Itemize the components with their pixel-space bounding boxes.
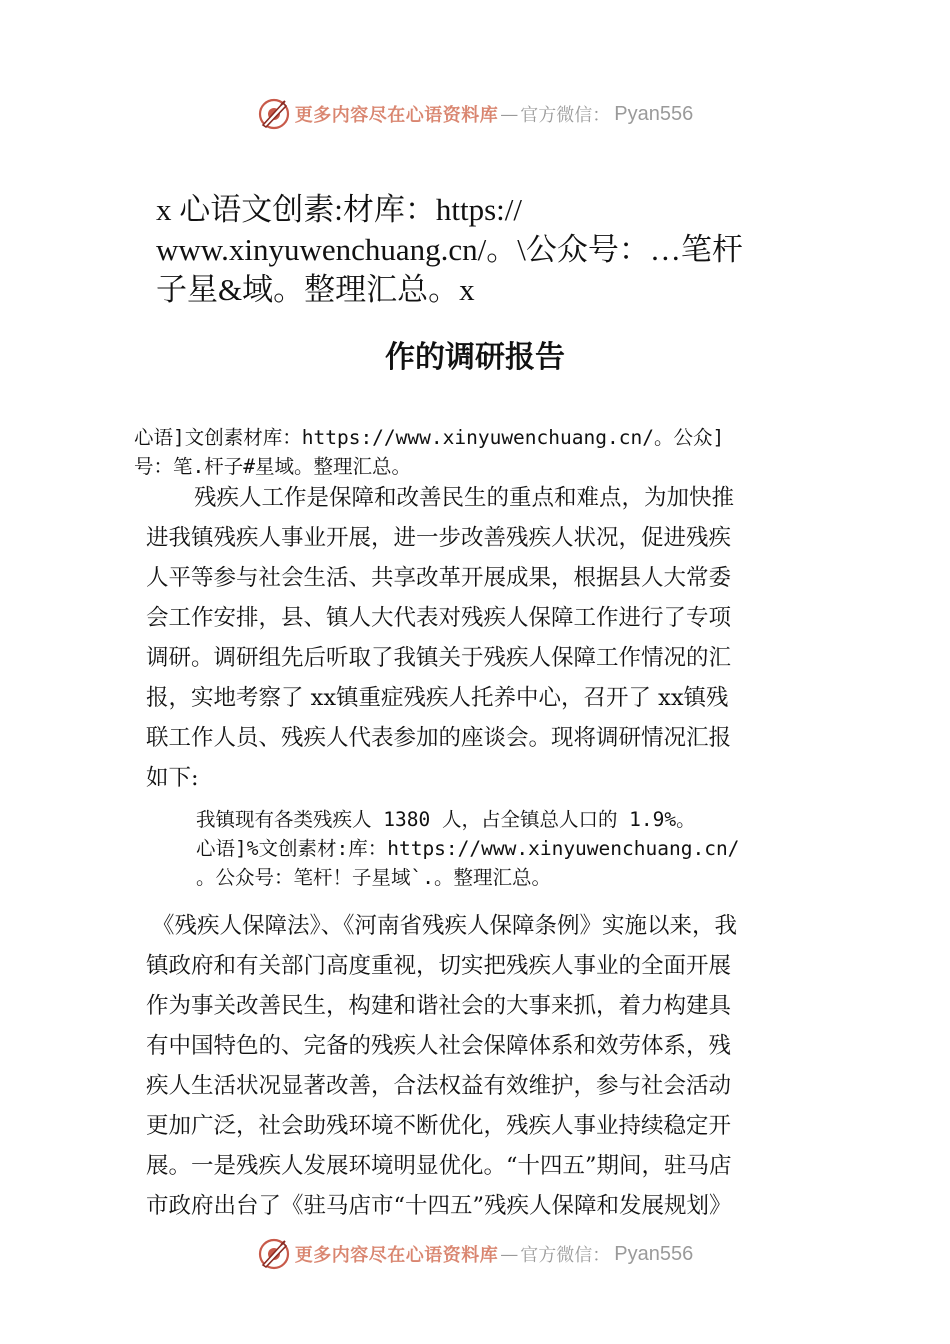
watermark-wechat-id: Pyan556 xyxy=(614,1242,694,1265)
watermark-wechat-id: Pyan556 xyxy=(614,102,694,125)
embedded-notice-1 xyxy=(134,423,724,481)
paragraph-2-line: 市政府出台了《驻马店市“十四五”残疾人保障和发展规划》 xyxy=(146,1193,732,1219)
notice-large-line: x 心语文创素:材库：https:// xyxy=(156,192,522,227)
paragraph-1-line: 人平等参与社会生活、共享改革开展成果，根据县人大常委 xyxy=(146,565,732,591)
watermark-footer xyxy=(0,1234,950,1274)
notice-2-line: 心语]%文创素材:库：https://www.xinyuwenchuang.cn/ xyxy=(196,837,740,860)
paragraph-1 xyxy=(146,478,734,798)
paragraph-1-line: 报，实地考察了 xx镇重症残疾人托养中心，召开了 xx镇残 xyxy=(146,685,729,711)
paragraph-1-line: 会工作安排，县、镇人大代表对残疾人保障工作进行了专项 xyxy=(146,605,732,631)
paragraph-1-line: 调研。调研组先后听取了我镇关于残疾人保障工作情况的汇 xyxy=(146,645,732,671)
embedded-notice-2 xyxy=(196,805,739,892)
watermark-separator: — xyxy=(500,1243,519,1265)
notice-large-line: 子星&域。整理汇总。x xyxy=(156,272,475,307)
embedded-notice-large xyxy=(156,190,836,310)
paragraph-2-line: 有中国特色的、完备的残疾人社会保障体系和效劳体系，残 xyxy=(146,1033,732,1059)
watermark-separator: — xyxy=(500,103,519,125)
notice-2-line: 我镇现有各类残疾人 1380 人，占全镇总人口的 1.9%。 xyxy=(196,808,696,831)
notice-1-line: 号：笔.杆子#星域。整理汇总。 xyxy=(134,455,411,478)
paragraph-2-line: 镇政府和有关部门高度重视，切实把残疾人事业的全面开展 xyxy=(146,953,732,979)
paragraph-1-line: 残疾人工作是保障和改善民生的重点和难点，为加快推 xyxy=(194,485,735,511)
watermark-wechat-label: 官方微信： xyxy=(520,105,611,126)
watermark-brand-text: 更多内容尽在心语资料库 xyxy=(294,105,499,126)
paragraph-2 xyxy=(146,906,737,1226)
paragraph-2-line: 疾人生活状况显著改善，合法权益有效维护，参与社会活动 xyxy=(146,1073,732,1099)
paragraph-1-line: 如下: xyxy=(146,765,199,791)
watermark-brand-text: 更多内容尽在心语资料库 xyxy=(294,1245,499,1266)
paragraph-2-line: 更加广泛，社会助残环境不断优化，残疾人事业持续稳定开 xyxy=(146,1113,732,1139)
paragraph-2-line: 《残疾人保障法》、《河南省残疾人保障条例》实施以来，我 xyxy=(152,913,738,939)
notice-large-line: www.xinyuwenchuang.cn/。\公众号：…笔杆 xyxy=(156,232,743,267)
paragraph-2-line: 展。一是残疾人发展环境明显优化。“十四五”期间，驻马店 xyxy=(146,1153,732,1179)
watermark-wechat-label: 官方微信： xyxy=(520,1245,611,1266)
document-title: 作的调研报告 xyxy=(385,340,565,375)
notice-2-line: 。公众号：笔杆！子星域`.。整理汇总。 xyxy=(196,866,551,889)
watermark-header xyxy=(0,94,950,134)
paragraph-1-line: 联工作人员、残疾人代表参加的座谈会。现将调研情况汇报 xyxy=(146,725,732,751)
notice-1-line: 心语]文创素材库：https://www.xinyuwenchuang.cn/。公众] xyxy=(134,426,725,449)
paragraph-1-line: 进我镇残疾人事业开展，进一步改善残疾人状况，促进残疾 xyxy=(146,525,732,551)
quill-logo-icon xyxy=(257,97,291,131)
paragraph-2-line: 作为事关改善民生，构建和谐社会的大事来抓，着力构建具 xyxy=(146,993,732,1019)
quill-logo-icon xyxy=(257,1237,291,1271)
